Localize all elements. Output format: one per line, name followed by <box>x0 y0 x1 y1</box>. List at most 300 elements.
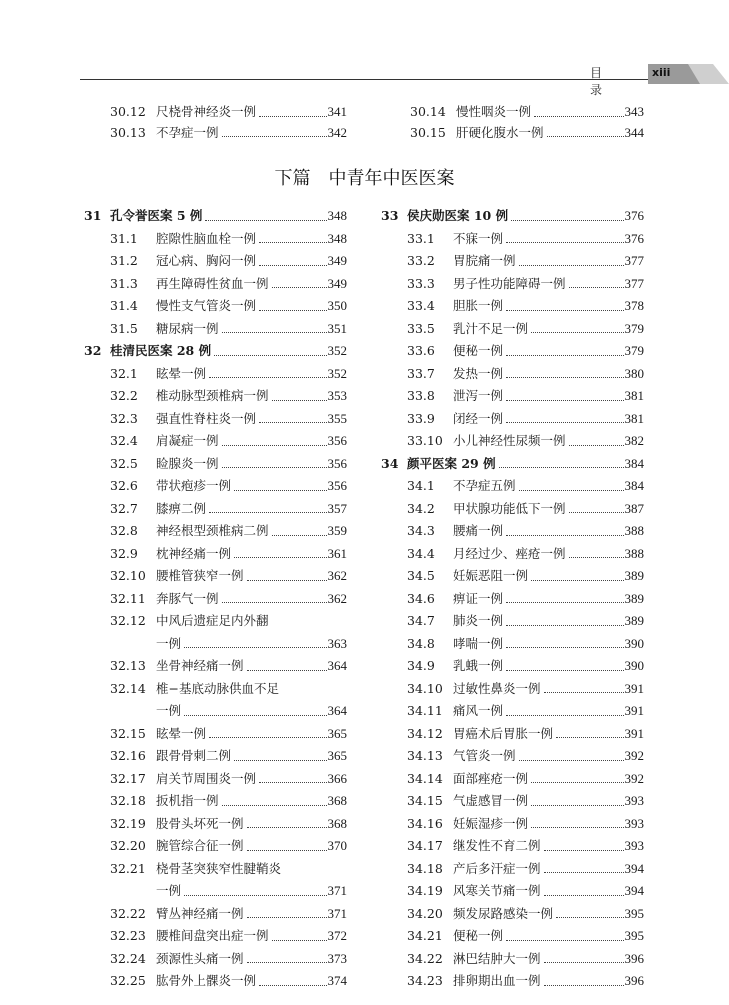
toc-entry <box>381 408 644 430</box>
toc-entry-number: 32.16 <box>110 748 146 763</box>
leader-dots <box>544 895 624 896</box>
toc-entry-page: 396 <box>624 950 644 966</box>
toc-entry-page: 389 <box>624 590 644 606</box>
toc-entry-page: 352 <box>327 343 347 358</box>
part-title: 下篇 中青年中医医案 <box>274 168 455 189</box>
toc-entry <box>381 565 644 587</box>
toc-entry-number: 30.14 <box>410 104 446 119</box>
toc-entry-page: 393 <box>624 815 644 831</box>
toc-entry-page: 379 <box>624 320 644 336</box>
toc-entry-title: 继发性不育二例 <box>453 838 541 853</box>
toc-entry <box>381 903 644 925</box>
toc-entry-title: 气虚感冒一例 <box>453 793 529 808</box>
toc-entry-page: 349 <box>327 275 347 291</box>
toc-entry-page: 353 <box>327 388 347 403</box>
toc-entry <box>84 678 347 700</box>
leader-dots <box>569 287 624 288</box>
leader-dots <box>506 625 623 626</box>
toc-entry <box>381 925 644 947</box>
toc-entry-page: 368 <box>327 815 347 831</box>
toc-entry-page: 377 <box>624 275 644 291</box>
toc-entry-title: 甲状腺功能低下一例 <box>453 500 566 516</box>
toc-entry-title: 男子性功能障碍一例 <box>453 275 566 291</box>
leader-dots <box>259 310 326 311</box>
toc-entry-page: 393 <box>624 793 644 808</box>
toc-entry <box>84 520 347 542</box>
leader-dots <box>506 715 623 716</box>
leader-dots <box>519 490 624 491</box>
toc-entry-number: 33.8 <box>407 388 435 403</box>
toc-entry <box>381 858 644 880</box>
leader-dots <box>544 962 624 963</box>
toc-entry-page: 392 <box>624 748 644 763</box>
leader-dots <box>222 602 327 603</box>
toc-entry-title: 过敏性鼻炎一例 <box>453 680 541 696</box>
toc-entry-page: 365 <box>327 725 347 741</box>
toc-entry-page: 342 <box>327 124 347 140</box>
toc-entry-title: 频发尿路感染一例 <box>453 905 554 921</box>
toc-entry-page: 359 <box>327 523 347 538</box>
leader-dots <box>205 220 326 221</box>
leader-dots <box>499 467 624 468</box>
toc-entry-page: 374 <box>327 973 347 988</box>
toc-entry-number: 34.16 <box>407 815 443 831</box>
toc-entry-title: 神经根型颈椎病二例 <box>156 523 269 538</box>
toc-entry-title: 肝硬化腹水一例 <box>456 124 544 140</box>
toc-entry <box>84 633 347 655</box>
toc-entry-title: 坐骨神经痛一例 <box>156 658 244 673</box>
toc-entry-number: 34 <box>381 455 399 471</box>
toc-entry-number: 32.24 <box>110 950 146 966</box>
toc-entry-page: 350 <box>327 298 347 313</box>
toc-entry-page: 379 <box>624 343 644 358</box>
toc-entry-number: 34.9 <box>407 658 435 673</box>
toc-entry-number: 32.1 <box>110 365 138 381</box>
leader-dots <box>534 116 623 117</box>
leader-dots <box>506 647 623 648</box>
toc-entry-number: 34.7 <box>407 613 435 628</box>
leader-dots <box>506 602 623 603</box>
toc-entry-number: 32.19 <box>110 815 146 831</box>
toc-entry-number: 33.5 <box>407 320 435 336</box>
leader-dots <box>234 557 326 558</box>
toc-entry <box>381 430 644 452</box>
leader-dots <box>506 940 623 941</box>
toc-entry <box>84 250 347 272</box>
toc-entry <box>84 768 347 790</box>
toc-entry-title: 糖尿病一例 <box>156 320 219 336</box>
toc-entry-title: 闭经一例 <box>453 410 504 426</box>
toc-entry <box>84 790 347 812</box>
toc-entry-title: 眩晕一例 <box>156 725 207 741</box>
toc-entry <box>84 588 347 610</box>
toc-entry-page: 364 <box>327 658 347 673</box>
toc-entry <box>381 498 644 520</box>
toc-entry-page: 364 <box>327 703 347 718</box>
toc-entry-page: 381 <box>624 410 644 426</box>
toc-entry-number: 32 <box>84 343 102 358</box>
toc-entry-title: 胃脘痛一例 <box>453 253 516 268</box>
leader-dots <box>247 580 327 581</box>
toc-entry-title: 产后多汗症一例 <box>453 860 541 876</box>
toc-entry-page: 395 <box>624 928 644 943</box>
toc-entry-page: 376 <box>624 208 644 223</box>
toc-entry-title: 妊娠恶阻一例 <box>453 568 529 583</box>
header-rule <box>80 79 650 80</box>
toc-entry-title: 不孕症一例 <box>156 124 219 140</box>
leader-dots <box>569 445 624 446</box>
toc-entry-number: 32.5 <box>110 455 138 471</box>
toc-entry <box>381 633 644 655</box>
toc-entry-page: 341 <box>327 104 347 119</box>
toc-entry-page: 394 <box>624 860 644 876</box>
toc-entry-number: 32.9 <box>110 545 138 561</box>
toc-entry <box>381 745 644 767</box>
toc-entry-title: 股骨头坏死一例 <box>156 815 244 831</box>
leader-dots <box>272 400 327 401</box>
leader-dots <box>544 985 624 986</box>
toc-entry-number: 34.23 <box>407 973 443 988</box>
leader-dots <box>531 827 623 828</box>
toc-entry-page: 349 <box>327 253 347 268</box>
toc-entry-title: 冠心病、胸闷一例 <box>156 253 257 268</box>
toc-entry <box>84 610 347 632</box>
toc-section-entry <box>381 205 644 227</box>
toc-entry-page: 382 <box>624 433 644 448</box>
toc-entry-title: 乳汁不足一例 <box>453 320 529 336</box>
toc-entry-page: 392 <box>624 770 644 786</box>
toc-entry <box>84 970 347 992</box>
toc-entry <box>84 745 347 767</box>
toc-entry <box>381 228 644 250</box>
toc-entry-number: 33.1 <box>407 230 435 246</box>
toc-entry-number: 32.7 <box>110 500 138 516</box>
toc-entry <box>84 273 347 295</box>
leader-dots <box>247 962 327 963</box>
leader-dots <box>544 692 624 693</box>
toc-entry-page: 391 <box>624 703 644 718</box>
toc-entry-number: 32.15 <box>110 725 146 741</box>
toc-entry-page: 389 <box>624 613 644 628</box>
leader-dots <box>222 467 327 468</box>
toc-entry <box>381 813 644 835</box>
leader-dots <box>222 136 327 137</box>
toc-entry-number: 32.12 <box>110 613 146 628</box>
leader-dots <box>222 445 327 446</box>
toc-entry <box>381 970 644 992</box>
leader-dots <box>259 265 326 266</box>
leader-dots <box>209 377 326 378</box>
toc-entry-title: 不孕症五例 <box>453 478 516 493</box>
toc-entry-page: 356 <box>327 433 347 448</box>
toc-entry <box>381 835 644 857</box>
toc-entry-title: 哮喘一例 <box>453 635 504 651</box>
toc-entry-number: 34.19 <box>407 883 443 898</box>
toc-entry <box>410 101 644 123</box>
leader-dots <box>247 917 327 918</box>
toc-entry <box>381 385 644 407</box>
leader-dots <box>506 670 623 671</box>
toc-entry-title: 气管炎一例 <box>453 748 516 763</box>
toc-entry <box>381 610 644 632</box>
toc-entry <box>84 543 347 565</box>
toc-entry-title: 妊娠湿疹一例 <box>453 815 529 831</box>
toc-entry-title: 发热一例 <box>453 365 504 381</box>
toc-entry-number: 32.8 <box>110 523 138 538</box>
leader-dots <box>184 647 326 648</box>
toc-entry <box>381 340 644 362</box>
toc-entry <box>84 813 347 835</box>
toc-entry <box>84 295 347 317</box>
toc-entry-title: 痹证一例 <box>453 590 504 606</box>
toc-entry-title: 睑腺炎一例 <box>156 455 219 471</box>
toc-entry-number: 32.4 <box>110 433 138 448</box>
toc-entry-page: 362 <box>327 568 347 583</box>
toc-entry <box>381 790 644 812</box>
toc-entry-page: 356 <box>327 455 347 471</box>
leader-dots <box>247 670 327 671</box>
toc-entry-number: 32.25 <box>110 973 146 988</box>
toc-entry-page: 370 <box>327 838 347 853</box>
toc-entry-page: 355 <box>327 410 347 426</box>
toc-entry-title: 乳蛾一例 <box>453 658 504 673</box>
toc-entry <box>84 408 347 430</box>
toc-entry-page: 344 <box>624 124 644 140</box>
toc-entry-page: 357 <box>327 500 347 516</box>
header-title: 目 录 <box>590 66 617 97</box>
toc-entry-page: 388 <box>624 545 644 561</box>
toc-entry-page: 362 <box>327 590 347 606</box>
toc-entry-title: 颈源性头痛一例 <box>156 950 244 966</box>
toc-entry-title: 椎−基底动脉供血不足 <box>156 680 279 696</box>
leader-dots <box>259 782 326 783</box>
toc-entry-title: 慢性咽炎一例 <box>456 104 532 119</box>
toc-entry-page: 389 <box>624 568 644 583</box>
toc-entry-number: 32.18 <box>110 793 146 808</box>
toc-entry <box>381 880 644 902</box>
toc-entry <box>84 475 347 497</box>
toc-entry-title: 小儿神经性尿频一例 <box>453 433 566 448</box>
toc-entry <box>84 565 347 587</box>
leader-dots <box>209 737 326 738</box>
toc-entry <box>381 273 644 295</box>
toc-entry-title: 膝痹二例 <box>156 500 207 516</box>
toc-entry-title: 肱骨外上髁炎一例 <box>156 973 257 988</box>
leader-dots <box>247 850 327 851</box>
leader-dots <box>234 490 326 491</box>
toc-entry-title: 桡骨茎突狭窄性腱鞘炎 <box>156 860 282 876</box>
leader-dots <box>547 136 624 137</box>
toc-entry <box>84 453 347 475</box>
toc-entry-number: 34.5 <box>407 568 435 583</box>
toc-entry-number: 34.11 <box>407 703 443 718</box>
leader-dots <box>234 760 326 761</box>
toc-entry <box>84 430 347 452</box>
toc-entry-page: 391 <box>624 680 644 696</box>
toc-entry <box>381 588 644 610</box>
toc-entry <box>381 768 644 790</box>
toc-entry-page: 372 <box>327 928 347 943</box>
toc-entry <box>84 925 347 947</box>
toc-entry-page: 380 <box>624 365 644 381</box>
toc-entry-title: 肺炎一例 <box>453 613 504 628</box>
toc-entry-number: 34.12 <box>407 725 443 741</box>
toc-entry-number: 33.2 <box>407 253 435 268</box>
toc-section-entry <box>84 340 347 362</box>
toc-entry-page: 378 <box>624 298 644 313</box>
toc-entry-page: 395 <box>624 905 644 921</box>
toc-entry-number: 32.11 <box>110 590 146 606</box>
toc-entry-number: 30.13 <box>110 124 146 140</box>
leader-dots <box>272 287 327 288</box>
leader-dots <box>506 377 623 378</box>
toc-entry-number: 34.20 <box>407 905 443 921</box>
toc-entry-title: 孔令誉医案 5 例 <box>110 208 203 223</box>
toc-entry-title: 便秘一例 <box>453 928 504 943</box>
leader-dots <box>506 242 623 243</box>
toc-entry-page: 388 <box>624 523 644 538</box>
toc-entry-number: 33.4 <box>407 298 435 313</box>
leader-dots <box>259 242 326 243</box>
leader-dots <box>569 557 624 558</box>
toc-entry-title: 强直性脊柱炎一例 <box>156 410 257 426</box>
toc-entry-title: 一例 <box>156 703 182 718</box>
toc-entry-title: 肩凝症一例 <box>156 433 219 448</box>
toc-entry-number: 34.15 <box>407 793 443 808</box>
toc-entry-title: 风寒关节痛一例 <box>453 883 541 898</box>
toc-entry-title: 月经过少、痤疮一例 <box>453 545 566 561</box>
toc-entry-page: 376 <box>624 230 644 246</box>
toc-entry-number: 33.7 <box>407 365 435 381</box>
toc-entry-number: 32.20 <box>110 838 146 853</box>
leader-dots <box>259 116 326 117</box>
leader-dots <box>184 715 326 716</box>
toc-entry-page: 348 <box>327 208 347 223</box>
leader-dots <box>506 535 623 536</box>
toc-entry-page: 373 <box>327 950 347 966</box>
toc-entry-title: 痛风一例 <box>453 703 504 718</box>
toc-entry-title: 枕神经痛一例 <box>156 545 232 561</box>
toc-entry-number: 31.5 <box>110 320 138 336</box>
toc-entry <box>84 880 347 902</box>
toc-entry-title: 带状疱疹一例 <box>156 478 232 493</box>
toc-entry-page: 377 <box>624 253 644 268</box>
toc-entry-number: 33.10 <box>407 433 443 448</box>
toc-entry-title: 腔隙性脑血栓一例 <box>156 230 257 246</box>
toc-entry <box>110 101 347 123</box>
toc-entry-page: 390 <box>624 658 644 673</box>
toc-entry <box>84 948 347 970</box>
toc-entry-page: 387 <box>624 500 644 516</box>
toc-entry-title: 扳机指一例 <box>156 793 219 808</box>
toc-entry <box>381 723 644 745</box>
leader-dots <box>531 580 623 581</box>
toc-entry-title: 腰椎间盘突出症一例 <box>156 928 269 943</box>
toc-entry-title: 颜平医案 29 例 <box>407 455 496 471</box>
toc-entry-title: 慢性支气管炎一例 <box>156 298 257 313</box>
toc-entry-number: 32.21 <box>110 860 146 876</box>
leader-dots <box>506 355 623 356</box>
toc-entry-page: 366 <box>327 770 347 786</box>
toc-entry-title: 椎动脉型颈椎病一例 <box>156 388 269 403</box>
leader-dots <box>184 895 326 896</box>
toc-entry-title: 跟骨骨刺二例 <box>156 748 232 763</box>
leader-dots <box>519 265 624 266</box>
leader-dots <box>506 400 623 401</box>
toc-entry <box>381 655 644 677</box>
toc-entry-title: 不寐一例 <box>453 230 504 246</box>
toc-entry <box>410 122 644 144</box>
toc-entry-page: 381 <box>624 388 644 403</box>
leader-dots <box>272 940 327 941</box>
toc-entry-title: 腕管综合征一例 <box>156 838 244 853</box>
toc-entry <box>84 655 347 677</box>
toc-entry-number: 34.18 <box>407 860 443 876</box>
toc-entry-page: 343 <box>624 104 644 119</box>
leader-dots <box>506 422 623 423</box>
leader-dots <box>556 737 623 738</box>
toc-entry <box>381 520 644 542</box>
toc-entry-page: 390 <box>624 635 644 651</box>
leader-dots <box>531 332 623 333</box>
toc-entry <box>381 250 644 272</box>
toc-entry-number: 34.13 <box>407 748 443 763</box>
toc-entry-page: 352 <box>327 365 347 381</box>
toc-entry-number: 32.13 <box>110 658 146 673</box>
toc-entry-number: 32.22 <box>110 905 146 921</box>
toc-entry-number: 32.10 <box>110 568 146 583</box>
toc-entry-title: 一例 <box>156 635 182 651</box>
toc-entry <box>381 678 644 700</box>
toc-entry-number: 34.17 <box>407 838 443 853</box>
toc-entry-title: 淋巴结肿大一例 <box>453 950 541 966</box>
leader-dots <box>531 805 623 806</box>
leader-dots <box>214 355 326 356</box>
leader-dots <box>259 422 326 423</box>
toc-entry-page: 361 <box>327 545 347 561</box>
toc-entry-title: 桂清民医案 28 例 <box>110 343 212 358</box>
toc-entry <box>381 948 644 970</box>
toc-entry-number: 30.15 <box>410 124 446 140</box>
toc-entry-number: 32.17 <box>110 770 146 786</box>
toc-entry-title: 便秘一例 <box>453 343 504 358</box>
toc-entry <box>110 122 347 144</box>
toc-entry <box>381 363 644 385</box>
toc-entry-title: 腰痛一例 <box>453 523 504 538</box>
leader-dots <box>531 782 623 783</box>
toc-entry-number: 32.3 <box>110 410 138 426</box>
toc-entry-page: 384 <box>624 478 644 493</box>
toc-entry <box>84 318 347 340</box>
toc-entry <box>84 903 347 925</box>
toc-entry-number: 34.4 <box>407 545 435 561</box>
toc-entry-page: 391 <box>624 725 644 741</box>
toc-entry-number: 34.21 <box>407 928 443 943</box>
toc-entry-title: 尺桡骨神经炎一例 <box>156 104 257 119</box>
toc-entry <box>84 700 347 722</box>
toc-entry-number: 34.3 <box>407 523 435 538</box>
leader-dots <box>519 760 624 761</box>
toc-entry-title: 侯庆勋医案 10 例 <box>407 208 509 223</box>
leader-dots <box>556 917 623 918</box>
toc-entry-title: 眩晕一例 <box>156 365 207 381</box>
toc-entry-page: 394 <box>624 883 644 898</box>
toc-entry-page: 396 <box>624 973 644 988</box>
toc-entry-number: 34.2 <box>407 500 435 516</box>
leader-dots <box>544 850 624 851</box>
leader-dots <box>222 332 327 333</box>
leader-dots <box>272 535 327 536</box>
